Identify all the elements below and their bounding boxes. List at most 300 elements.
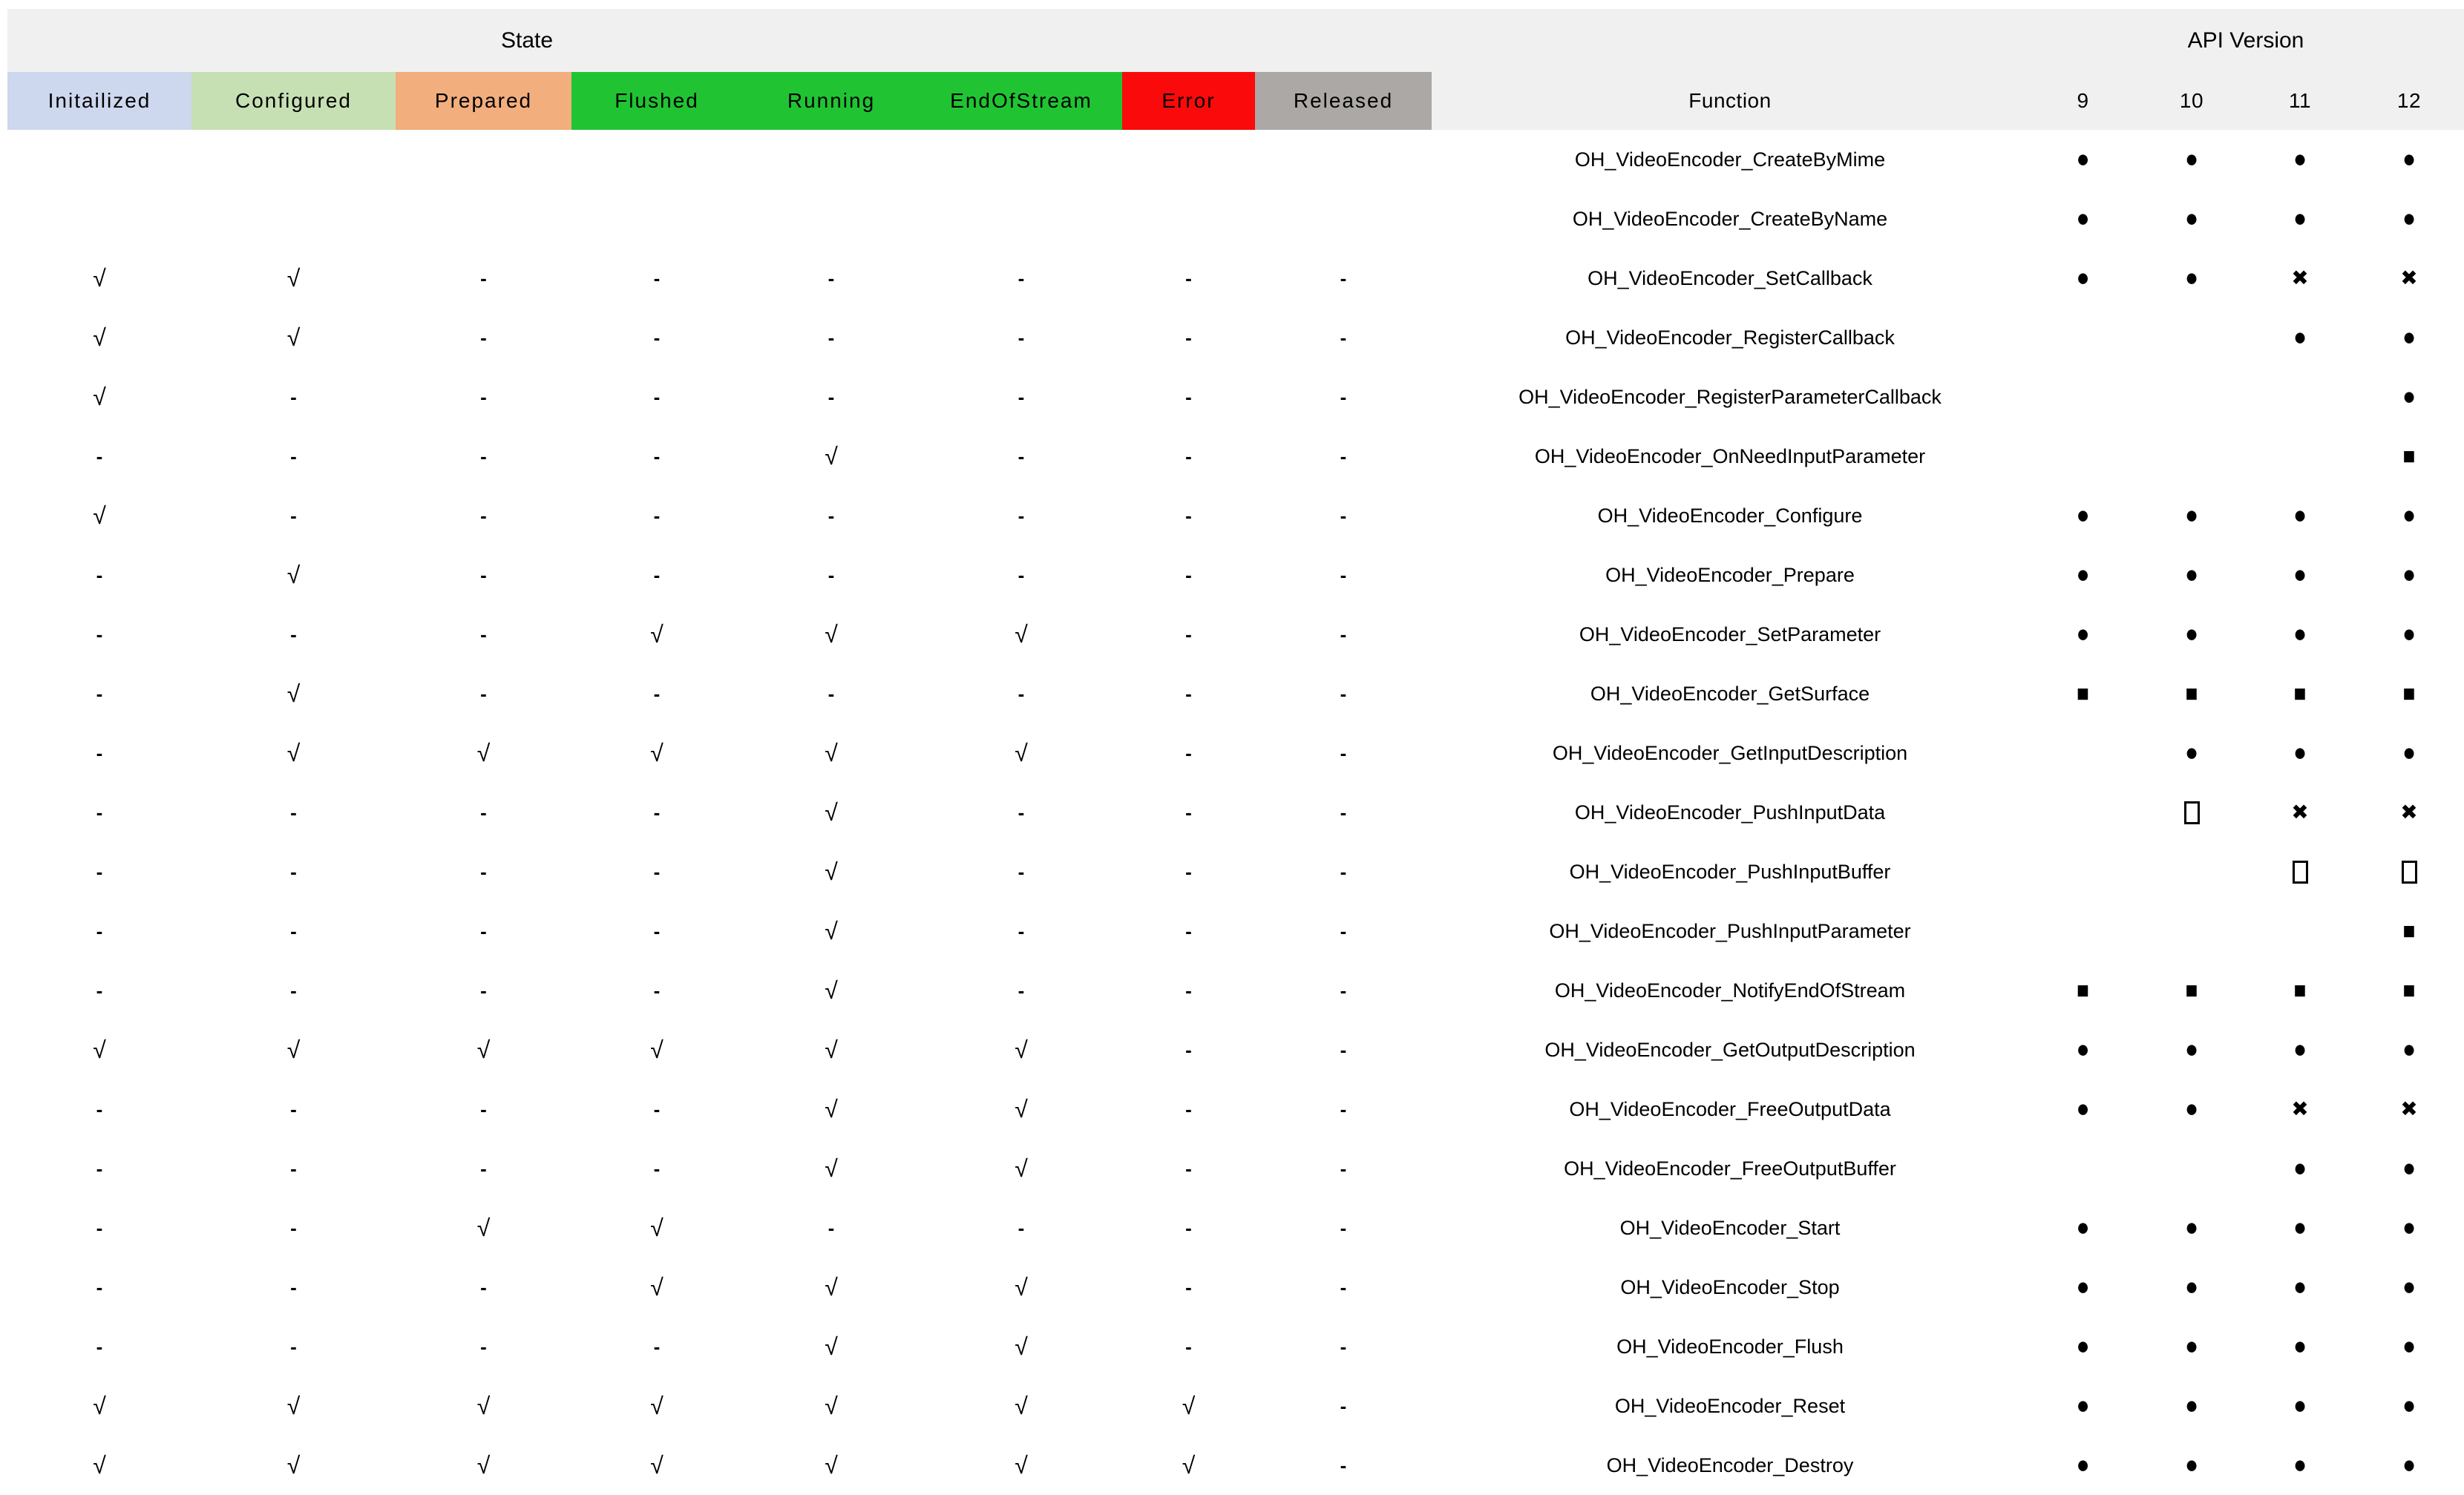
state-cell xyxy=(396,249,571,308)
state-cell xyxy=(1255,1020,1432,1080)
filled-circle-icon: ● xyxy=(2293,501,2307,529)
filled-circle-icon: ● xyxy=(2293,1332,2307,1360)
state-cell xyxy=(191,130,396,189)
state-cell xyxy=(191,249,396,308)
api-support-cell xyxy=(2028,664,2137,723)
dash-mark: - xyxy=(1340,1335,1347,1358)
dash-mark: - xyxy=(480,683,487,705)
dash-mark: - xyxy=(480,920,487,942)
dash-mark: - xyxy=(1185,742,1192,764)
state-cell xyxy=(191,367,396,427)
filled-circle-icon: ● xyxy=(2184,738,2199,766)
filled-circle-icon: ● xyxy=(2076,1450,2090,1479)
check-mark: √ xyxy=(93,1452,106,1479)
state-cell xyxy=(191,1258,396,1317)
cross-icon: ✖ xyxy=(2400,1097,2418,1120)
filled-circle-icon: ● xyxy=(2293,145,2307,173)
function-cell xyxy=(1432,901,2028,961)
api-support-cell xyxy=(2028,961,2137,1020)
dash-mark: - xyxy=(1340,861,1347,883)
api-support-cell xyxy=(2137,1258,2246,1317)
state-cell xyxy=(1255,486,1432,545)
state-cell xyxy=(920,367,1122,427)
dash-mark: - xyxy=(1340,1276,1347,1298)
api-support-cell xyxy=(2354,961,2464,1020)
state-cell xyxy=(571,1436,742,1495)
api-support-cell xyxy=(2137,842,2246,901)
state-cell xyxy=(742,249,920,308)
state-cell xyxy=(742,1198,920,1258)
state-cell xyxy=(191,427,396,486)
api-support-cell xyxy=(2137,723,2246,783)
check-mark: √ xyxy=(1182,1393,1196,1419)
state-cell xyxy=(1122,189,1255,249)
state-cell xyxy=(191,961,396,1020)
function-name: OH_VideoEncoder_RegisterParameterCallback xyxy=(1518,385,1942,408)
api-support-cell xyxy=(2354,249,2464,308)
api-support-cell xyxy=(2354,367,2464,427)
dash-mark: - xyxy=(828,386,835,408)
dash-mark: - xyxy=(96,861,103,883)
function-cell xyxy=(1432,1376,2028,1436)
state-cell xyxy=(7,486,191,545)
filled-circle-icon: ● xyxy=(2402,1272,2417,1301)
function-cell xyxy=(1432,1258,2028,1317)
state-cell xyxy=(571,1198,742,1258)
dash-mark: - xyxy=(653,1157,661,1180)
state-cell xyxy=(742,605,920,664)
state-cell xyxy=(571,308,742,367)
state-col-header-configured: Configured xyxy=(191,72,396,130)
state-cell xyxy=(920,189,1122,249)
filled-circle-icon: ● xyxy=(2402,145,2417,173)
function-cell xyxy=(1432,1080,2028,1139)
function-cell xyxy=(1432,130,2028,189)
filled-circle-icon: ● xyxy=(2184,620,2199,648)
api-support-cell xyxy=(2354,723,2464,783)
filled-circle-icon: ● xyxy=(2293,1272,2307,1301)
check-mark: √ xyxy=(825,621,838,648)
filled-circle-icon: ● xyxy=(2293,323,2307,351)
state-cell xyxy=(396,1198,571,1258)
api-support-cell xyxy=(2028,130,2137,189)
api-support-cell xyxy=(2354,1376,2464,1436)
check-mark: √ xyxy=(650,1215,663,1241)
api-support-cell xyxy=(2137,1198,2246,1258)
check-mark: √ xyxy=(650,740,663,766)
dash-mark: - xyxy=(1185,861,1192,883)
state-col-header-endofstream: EndOfStream xyxy=(920,72,1122,130)
state-cell xyxy=(742,308,920,367)
state-cell xyxy=(571,486,742,545)
state-cell xyxy=(191,1436,396,1495)
api-support-cell xyxy=(2354,783,2464,842)
function-cell xyxy=(1432,664,2028,723)
state-cell xyxy=(920,901,1122,961)
state-cell xyxy=(1255,130,1432,189)
api-support-cell xyxy=(2246,249,2354,308)
dash-mark: - xyxy=(653,267,661,289)
state-cell xyxy=(7,1139,191,1198)
api-support-cell xyxy=(2137,664,2246,723)
api-support-cell xyxy=(2246,545,2354,605)
dash-mark: - xyxy=(1185,505,1192,527)
dash-mark: - xyxy=(480,623,487,645)
filled-circle-icon: ● xyxy=(2402,560,2417,588)
api-support-cell xyxy=(2354,308,2464,367)
check-mark: √ xyxy=(476,740,491,766)
dash-mark: - xyxy=(828,326,835,349)
state-cell xyxy=(571,427,742,486)
dash-mark: - xyxy=(290,979,297,1002)
state-cell xyxy=(396,427,571,486)
api-support-cell xyxy=(2137,1317,2246,1376)
function-name: OH_VideoEncoder_Stop xyxy=(1620,1275,1840,1298)
state-cell xyxy=(1255,1317,1432,1376)
state-cell xyxy=(1255,664,1432,723)
dash-mark: - xyxy=(828,505,835,527)
state-cell xyxy=(920,842,1122,901)
state-cell xyxy=(742,367,920,427)
api-support-cell xyxy=(2137,367,2246,427)
filled-circle-icon: ● xyxy=(2184,1332,2199,1360)
dash-mark: - xyxy=(1185,1039,1192,1061)
api-support-cell xyxy=(2246,130,2354,189)
filled-circle-icon: ● xyxy=(2402,501,2417,529)
filled-circle-icon: ● xyxy=(2076,1332,2090,1360)
dash-mark: - xyxy=(290,801,297,824)
dash-mark: - xyxy=(1018,920,1025,942)
cross-icon: ✖ xyxy=(2291,801,2309,824)
dash-mark: - xyxy=(96,1276,103,1298)
state-cell xyxy=(1122,1317,1255,1376)
api-support-cell xyxy=(2137,486,2246,545)
state-cell xyxy=(571,723,742,783)
api-support-cell xyxy=(2354,1080,2464,1139)
state-cell xyxy=(1255,1139,1432,1198)
function-cell xyxy=(1432,486,2028,545)
api-support-cell xyxy=(2354,1258,2464,1317)
api-support-cell xyxy=(2028,1198,2137,1258)
api-support-cell xyxy=(2354,1436,2464,1495)
dash-mark: - xyxy=(1340,505,1347,527)
dash-mark: - xyxy=(480,267,487,289)
dash-mark: - xyxy=(653,386,661,408)
check-mark: √ xyxy=(825,1393,838,1419)
api-support-cell xyxy=(2354,1139,2464,1198)
api-support-cell xyxy=(2246,1317,2354,1376)
dash-mark: - xyxy=(96,445,103,467)
filled-circle-icon: ● xyxy=(2184,1094,2199,1123)
state-cell xyxy=(920,723,1122,783)
state-cell xyxy=(1255,427,1432,486)
function-name: OH_VideoEncoder_FreeOutputData xyxy=(1569,1097,1891,1120)
state-cell xyxy=(571,1139,742,1198)
api-support-cell xyxy=(2137,961,2246,1020)
api-support-cell xyxy=(2137,130,2246,189)
state-cell xyxy=(7,605,191,664)
state-col-header-prepared: Prepared xyxy=(396,72,571,130)
filled-circle-icon: ● xyxy=(2076,501,2090,529)
dash-mark: - xyxy=(290,1335,297,1358)
dash-mark: - xyxy=(1185,1098,1192,1120)
function-cell xyxy=(1432,783,2028,842)
state-cell xyxy=(396,486,571,545)
filled-circle-icon: ● xyxy=(2402,738,2417,766)
api-support-cell xyxy=(2246,1436,2354,1495)
state-cell xyxy=(191,189,396,249)
dash-mark: - xyxy=(653,979,661,1002)
function-col-header: Function xyxy=(1432,72,2028,130)
check-mark: √ xyxy=(650,1452,663,1479)
state-cell xyxy=(396,545,571,605)
filled-circle-icon: ● xyxy=(2402,1035,2417,1063)
state-cell xyxy=(920,427,1122,486)
state-cell xyxy=(920,783,1122,842)
state-cell xyxy=(7,545,191,605)
dash-mark: - xyxy=(1340,564,1347,586)
state-cell xyxy=(742,1258,920,1317)
cross-icon: ✖ xyxy=(2291,1097,2309,1120)
check-mark: √ xyxy=(1015,740,1028,766)
check-mark: √ xyxy=(286,680,301,707)
dash-mark: - xyxy=(1185,920,1192,942)
filled-circle-icon: ● xyxy=(2184,1213,2199,1241)
api-support-cell xyxy=(2246,1020,2354,1080)
dash-mark: - xyxy=(96,564,103,586)
filled-circle-icon: ● xyxy=(2293,1213,2307,1241)
function-name: OH_VideoEncoder_GetSurface xyxy=(1590,682,1870,705)
check-mark: √ xyxy=(93,384,106,410)
api-support-cell xyxy=(2137,783,2246,842)
state-cell xyxy=(396,1258,571,1317)
api-support-cell xyxy=(2354,605,2464,664)
api-support-cell xyxy=(2246,605,2354,664)
dash-mark: - xyxy=(1185,1217,1192,1239)
state-cell xyxy=(1122,961,1255,1020)
state-cell xyxy=(920,664,1122,723)
state-cell xyxy=(191,1080,396,1139)
dash-mark: - xyxy=(96,742,103,764)
check-mark: √ xyxy=(93,1036,106,1063)
state-cell xyxy=(396,1376,571,1436)
api-support-cell xyxy=(2246,308,2354,367)
filled-circle-icon: ● xyxy=(2293,1450,2307,1479)
state-cell xyxy=(396,723,571,783)
api-support-cell xyxy=(2354,842,2464,901)
state-cell xyxy=(742,783,920,842)
check-mark: √ xyxy=(93,324,106,351)
state-cell xyxy=(571,130,742,189)
state-cell xyxy=(571,1317,742,1376)
dash-mark: - xyxy=(1018,267,1025,289)
api-support-cell xyxy=(2028,1376,2137,1436)
state-cell xyxy=(396,130,571,189)
dash-mark: - xyxy=(1018,683,1025,705)
dash-mark: - xyxy=(1340,267,1347,289)
function-cell xyxy=(1432,1436,2028,1495)
api-version-col-header-12: 12 xyxy=(2354,72,2464,130)
state-cell xyxy=(742,1080,920,1139)
state-cell xyxy=(191,783,396,842)
function-name: OH_VideoEncoder_CreateByMime xyxy=(1574,148,1886,171)
dash-mark: - xyxy=(653,801,661,824)
dash-mark: - xyxy=(828,1217,835,1239)
state-cell xyxy=(1122,427,1255,486)
function-cell xyxy=(1432,1198,2028,1258)
state-cell xyxy=(191,842,396,901)
check-mark: √ xyxy=(1015,1333,1028,1360)
state-cell xyxy=(742,1376,920,1436)
dash-mark: - xyxy=(290,1098,297,1120)
check-mark: √ xyxy=(476,1036,491,1063)
dash-mark: - xyxy=(653,683,661,705)
state-cell xyxy=(1122,723,1255,783)
dash-mark: - xyxy=(1185,1335,1192,1358)
filled-circle-icon: ● xyxy=(2184,501,2199,529)
check-mark: √ xyxy=(476,1215,491,1241)
function-cell xyxy=(1432,842,2028,901)
state-cell xyxy=(1255,545,1432,605)
state-cell xyxy=(7,842,191,901)
api-support-cell xyxy=(2246,664,2354,723)
api-support-cell xyxy=(2137,1080,2246,1139)
api-support-cell xyxy=(2028,605,2137,664)
check-mark: √ xyxy=(93,502,106,529)
check-mark: √ xyxy=(825,1155,838,1182)
filled-circle-icon: ● xyxy=(2076,204,2090,232)
state-cell xyxy=(1122,1258,1255,1317)
state-cell xyxy=(1122,367,1255,427)
state-cell xyxy=(1255,1080,1432,1139)
filled-circle-icon: ● xyxy=(2076,560,2090,588)
check-mark: √ xyxy=(1015,1036,1028,1063)
state-cell xyxy=(1255,605,1432,664)
state-cell xyxy=(742,545,920,605)
state-cell xyxy=(7,1258,191,1317)
state-cell xyxy=(742,1436,920,1495)
filled-square-icon: ■ xyxy=(2402,977,2416,1003)
state-cell xyxy=(1122,249,1255,308)
state-cell xyxy=(742,130,920,189)
state-cell xyxy=(742,427,920,486)
check-mark: √ xyxy=(650,621,663,648)
state-cell xyxy=(920,1080,1122,1139)
state-cell xyxy=(920,1376,1122,1436)
api-support-cell xyxy=(2028,1080,2137,1139)
function-cell xyxy=(1432,1139,2028,1198)
state-cell xyxy=(742,961,920,1020)
state-cell xyxy=(920,308,1122,367)
filled-circle-icon: ● xyxy=(2076,1391,2090,1419)
function-cell xyxy=(1432,189,2028,249)
state-cell xyxy=(7,367,191,427)
state-cell xyxy=(191,605,396,664)
state-cell xyxy=(571,842,742,901)
state-cell xyxy=(571,249,742,308)
filled-circle-icon: ● xyxy=(2402,1391,2417,1419)
state-cell xyxy=(571,1020,742,1080)
check-mark: √ xyxy=(650,1036,663,1063)
api-support-cell xyxy=(2028,189,2137,249)
check-mark: √ xyxy=(93,1393,106,1419)
dash-mark: - xyxy=(480,505,487,527)
filled-circle-icon: ● xyxy=(2076,263,2090,292)
state-cell xyxy=(920,1198,1122,1258)
state-cell xyxy=(396,961,571,1020)
dash-mark: - xyxy=(96,1157,103,1180)
dash-mark: - xyxy=(1018,1217,1025,1239)
state-cell xyxy=(191,901,396,961)
state-cell xyxy=(396,664,571,723)
filled-circle-icon: ● xyxy=(2076,1272,2090,1301)
state-cell xyxy=(1122,1436,1255,1495)
check-mark: √ xyxy=(1182,1452,1196,1479)
state-cell xyxy=(7,783,191,842)
function-cell xyxy=(1432,1020,2028,1080)
state-cell xyxy=(1255,1376,1432,1436)
function-cell xyxy=(1432,308,2028,367)
state-cell xyxy=(396,1436,571,1495)
filled-circle-icon: ● xyxy=(2293,1391,2307,1419)
filled-circle-icon: ● xyxy=(2184,1272,2199,1301)
filled-circle-icon: ● xyxy=(2402,323,2417,351)
dash-mark: - xyxy=(653,1098,661,1120)
state-cell xyxy=(396,189,571,249)
state-cell xyxy=(1255,783,1432,842)
state-cell xyxy=(742,664,920,723)
dash-mark: - xyxy=(96,979,103,1002)
api-support-cell xyxy=(2028,1258,2137,1317)
dash-mark: - xyxy=(1185,623,1192,645)
state-cell xyxy=(1122,1020,1255,1080)
function-cell xyxy=(1432,427,2028,486)
state-cell xyxy=(7,664,191,723)
filled-square-icon: ■ xyxy=(2402,918,2416,944)
state-cell xyxy=(742,723,920,783)
state-cell xyxy=(1122,308,1255,367)
dash-mark: - xyxy=(653,1335,661,1358)
api-support-cell xyxy=(2028,427,2137,486)
api-support-cell xyxy=(2246,189,2354,249)
state-cell xyxy=(396,842,571,901)
state-cell xyxy=(920,130,1122,189)
state-cell xyxy=(920,1139,1122,1198)
dash-mark: - xyxy=(1185,267,1192,289)
function-name: OH_VideoEncoder_Configure xyxy=(1597,504,1863,527)
function-name: OH_VideoEncoder_Reset xyxy=(1614,1394,1846,1417)
dash-mark: - xyxy=(96,801,103,824)
state-cell xyxy=(7,901,191,961)
dash-mark: - xyxy=(96,1335,103,1358)
dash-mark: - xyxy=(96,623,103,645)
state-cell xyxy=(920,1317,1122,1376)
api-support-cell xyxy=(2137,1376,2246,1436)
state-cell xyxy=(920,1020,1122,1080)
api-support-cell xyxy=(2137,545,2246,605)
function-name: OH_VideoEncoder_PushInputParameter xyxy=(1549,919,1911,942)
filled-circle-icon: ● xyxy=(2184,560,2199,588)
dash-mark: - xyxy=(653,326,661,349)
api-support-cell xyxy=(2028,308,2137,367)
function-cell xyxy=(1432,545,2028,605)
dash-mark: - xyxy=(1340,920,1347,942)
dash-mark: - xyxy=(1340,1157,1347,1180)
function-name: OH_VideoEncoder_PushInputBuffer xyxy=(1569,860,1891,883)
dash-mark: - xyxy=(480,326,487,349)
api-support-cell xyxy=(2354,486,2464,545)
filled-circle-icon: ● xyxy=(2184,1391,2199,1419)
